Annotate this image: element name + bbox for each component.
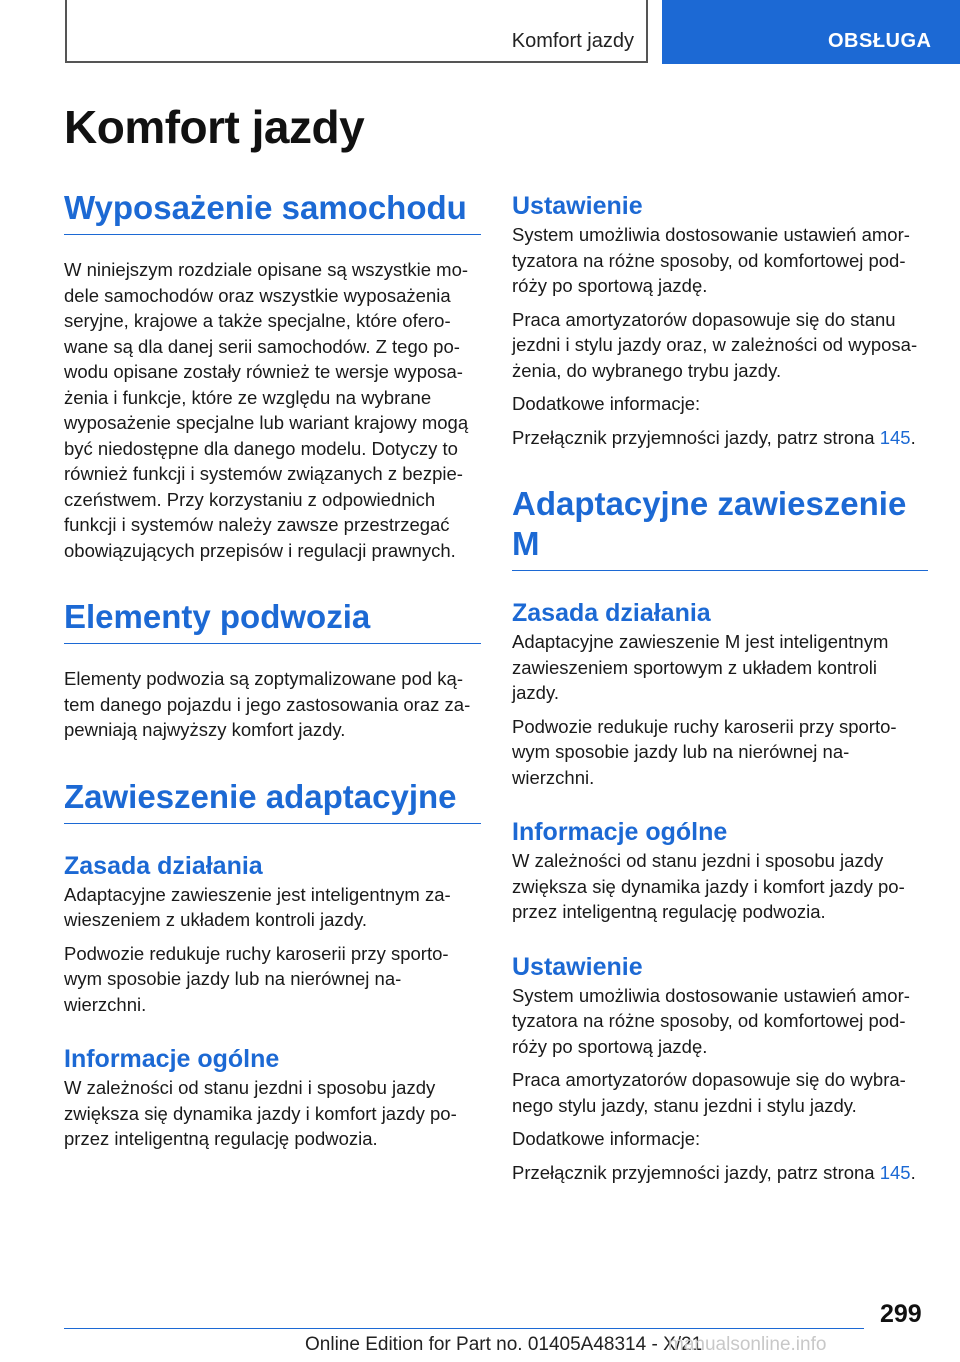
header-tab — [662, 0, 960, 64]
left-column — [64, 188, 481, 1152]
page-title: Komfort jazdy — [64, 101, 365, 153]
subheading-zasada-dzialania: Zasada działania — [512, 599, 711, 627]
paragraph: Dodatkowe informacje: — [512, 1128, 701, 1149]
subheading-informacje-ogolne: Informacje ogólne — [64, 1045, 280, 1073]
paragraph: W zależności od stanu jezdni i sposobu jazdy zwiększa się dynamika jazdy i komfort jazdy po-przez inteligentną regulację podwozia. — [64, 1077, 457, 1149]
right-column — [512, 190, 928, 1185]
subheading-ustawienie: Ustawienie — [512, 952, 643, 981]
paragraph: Podwozie redukuje ruchy karoserii przy sporto-wym sposobie jazdy lub na nierównej na-wierzchni. — [512, 715, 897, 788]
paragraph: System umożliwia dostosowanie ustawień amor-tyzatora na różne sposoby, od komfortowej pod-róży po sportową jazdę. — [512, 224, 910, 296]
cross-reference: Przełącznik przyjemności jazdy, patrz strona 145. — [512, 426, 916, 448]
paragraph: W niniejszym rozdziale opisane są wszystkie mo-dele samochodów oraz wszystkie wyposażenia seryjne, krajowe a także specjalne, które ofero-wane są dla danej serii samochodów. Z tego po-wodu opisane zostały również te wersje wyposa-żenia i funkcje, które ze względu na wybrane wyposażenie specjalne lub wariant krajowy mogą być niedostępne dla danego modelu. Dotyczy to również funkcji i systemów związanych z bezpie-czeństwem. Przy korzystaniu z odpowiednich funkcji i systemów należy zawsze przestrzegać obowiązujących przepisów i regulacji prawnych. — [64, 259, 469, 561]
cross-reference-text: Przełącznik przyjemności jazdy, patrz strona — [512, 1161, 880, 1183]
paragraph: Podwozie redukuje ruchy karoserii przy sporto-wym sposobie jazdy lub na nierównej na-wierzchni. — [64, 942, 449, 1015]
cross-reference-text: Przełącznik przyjemności jazdy, patrz strona — [512, 426, 880, 448]
paragraph: Adaptacyjne zawieszenie M jest inteligentnym zawieszeniem sportowym z układem kontroli jazdy. — [512, 631, 889, 703]
page-link[interactable]: 145 — [879, 426, 911, 448]
heading-adaptacyjne-zawieszenie-m: Adaptacyjne zawieszenie M — [512, 484, 928, 571]
cross-reference: Przełącznik przyjemności jazdy, patrz strona 145. — [512, 1161, 916, 1183]
header-section-title: Komfort jazdy — [511, 30, 634, 52]
heading-elementy-podwozia: Elementy podwozia — [64, 597, 481, 644]
header-frame — [65, 0, 648, 63]
paragraph: W zależności od stanu jezdni i sposobu jazdy zwiększa się dynamika jazdy i komfort jazdy po-przez inteligentną regulację podwozia. — [512, 850, 905, 922]
footer-watermark: manualsonline.info — [668, 1334, 827, 1355]
heading-zawieszenie-adaptacyjne: Zawieszenie adaptacyjne — [64, 777, 481, 824]
paragraph: Dodatkowe informacje: — [512, 393, 701, 414]
page-number: 299 — [880, 1300, 922, 1328]
paragraph: Elementy podwozia są zoptymalizowane pod ką-tem danego pojazdu i jego zastosowania oraz za-pewniają najwyższy komfort jazdy. — [64, 668, 471, 740]
paragraph: Praca amortyzatorów dopasowuje się do stanu jezdni i stylu jazdy oraz, w zależności od wyposa-żenia, do wybranego trybu jazdy. — [512, 308, 918, 381]
footer-divider — [64, 1328, 864, 1329]
paragraph: Adaptacyjne zawieszenie jest inteligentnym za-wieszeniem z układem kontroli jazdy. — [64, 883, 451, 930]
header-tab-label: OBSŁUGA — [828, 30, 932, 52]
subheading-ustawienie: Ustawienie — [512, 192, 643, 220]
subheading-zasada-dzialania: Zasada działania — [64, 851, 263, 880]
heading-wyposazenie: Wyposażenie samochodu — [64, 188, 481, 235]
paragraph: System umożliwia dostosowanie ustawień amor-tyzatora na różne sposoby, od komfortowej pod-róży po sportową jazdę. — [512, 984, 910, 1057]
paragraph: Praca amortyzatorów dopasowuje się do wybra-nego stylu jazdy, stanu jezdni i stylu jazdy. — [512, 1069, 906, 1116]
footer-edition-text: Online Edition for Part no. 01405A48314 - X/21 — [305, 1334, 703, 1355]
subheading-informacje-ogolne: Informacje ogólne — [512, 818, 728, 846]
page-link[interactable]: 145 — [879, 1161, 911, 1183]
